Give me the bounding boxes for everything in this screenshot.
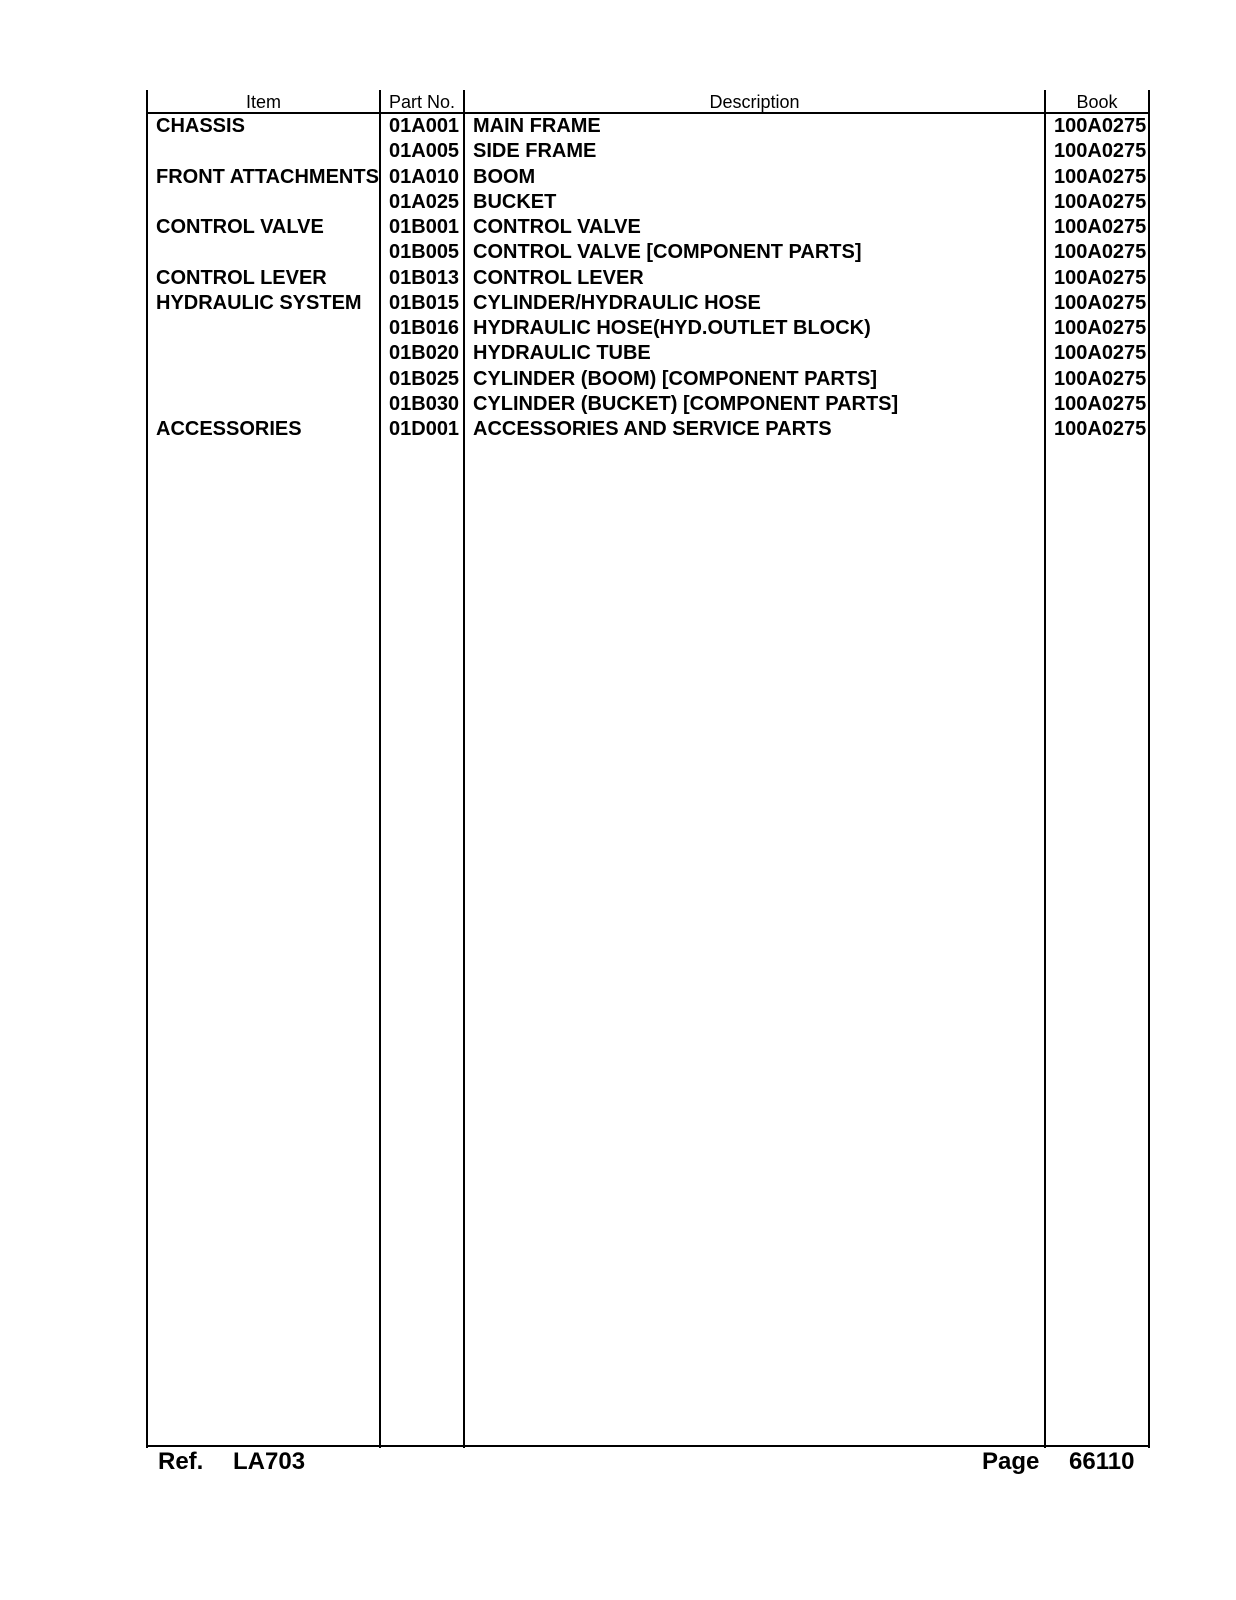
cell-part-no: 01B005 [389, 241, 460, 264]
cell-item: ACCESSORIES [156, 418, 302, 440]
cell-part-no: 01B020 [389, 342, 460, 365]
cell-description: CYLINDER (BOOM) [COMPONENT PARTS] [473, 367, 878, 390]
cell-part-no: 01B015 [389, 291, 460, 314]
cell-part-no: 01B030 [389, 392, 460, 415]
cell-description: HYDRAULIC HOSE(HYD.OUTLET BLOCK) [473, 317, 871, 339]
cell-book: 100A0275 [1054, 216, 1147, 238]
cell-part-no: 01B016 [389, 317, 460, 339]
cell-item: CHASSIS [156, 115, 245, 137]
cell-part-no: 01B025 [389, 367, 460, 390]
header-book: Book [1076, 92, 1118, 112]
cell-description: CYLINDER (BUCKET) [COMPONENT PARTS] [473, 392, 899, 415]
cell-book: 100A0275 [1054, 241, 1147, 264]
cell-book: 100A0275 [1054, 418, 1147, 440]
cell-book: 100A0275 [1054, 165, 1147, 188]
cell-description: CYLINDER/HYDRAULIC HOSE [473, 291, 761, 314]
cell-description: ACCESSORIES AND SERVICE PARTS [473, 418, 832, 440]
cell-item: CONTROL VALVE [156, 216, 324, 238]
ref-value: LA703 [233, 1448, 306, 1475]
cell-description: CONTROL VALVE [COMPONENT PARTS] [473, 241, 862, 264]
cell-description: SIDE FRAME [473, 140, 597, 163]
cell-description: BOOM [473, 165, 536, 188]
cell-book: 100A0275 [1054, 140, 1147, 163]
column-rule-left [146, 90, 148, 1448]
cell-part-no: 01D001 [389, 418, 460, 440]
cell-description: BUCKET [473, 190, 557, 213]
cell-part-no: 01A025 [389, 190, 460, 213]
header-item: Item [245, 92, 281, 112]
cell-book: 100A0275 [1054, 115, 1147, 137]
page-value: 66110 [1069, 1448, 1135, 1475]
cell-part-no: 01A001 [389, 115, 460, 137]
cell-part-no: 01A005 [389, 140, 460, 163]
bottom-rule [146, 1445, 1150, 1447]
cell-part-no: 01B001 [389, 216, 460, 238]
column-rule-desc [1044, 90, 1046, 1448]
cell-book: 100A0275 [1054, 367, 1147, 390]
cell-item: HYDRAULIC SYSTEM [156, 291, 362, 314]
column-rule-item [379, 90, 381, 1448]
cell-description: MAIN FRAME [473, 115, 601, 137]
page-label: Page [982, 1448, 1040, 1475]
cell-description: HYDRAULIC TUBE [473, 342, 651, 365]
cell-book: 100A0275 [1054, 392, 1147, 415]
cell-part-no: 01A010 [389, 165, 460, 188]
cell-item: CONTROL LEVER [156, 266, 327, 289]
cell-description: CONTROL VALVE [473, 216, 641, 238]
cell-book: 100A0275 [1054, 266, 1147, 289]
cell-book: 100A0275 [1054, 317, 1147, 339]
cell-part-no: 01B013 [389, 266, 460, 289]
cell-book: 100A0275 [1054, 342, 1147, 365]
ref-label: Ref. [158, 1448, 204, 1475]
header-part-no: Part No. [388, 92, 456, 112]
cell-description: CONTROL LEVER [473, 266, 644, 289]
column-rule-part [463, 90, 465, 1448]
cell-book: 100A0275 [1054, 190, 1147, 213]
column-rule-right [1148, 90, 1150, 1448]
cell-book: 100A0275 [1054, 291, 1147, 314]
header-description: Description [709, 92, 800, 112]
cell-item: FRONT ATTACHMENTS [156, 165, 379, 188]
